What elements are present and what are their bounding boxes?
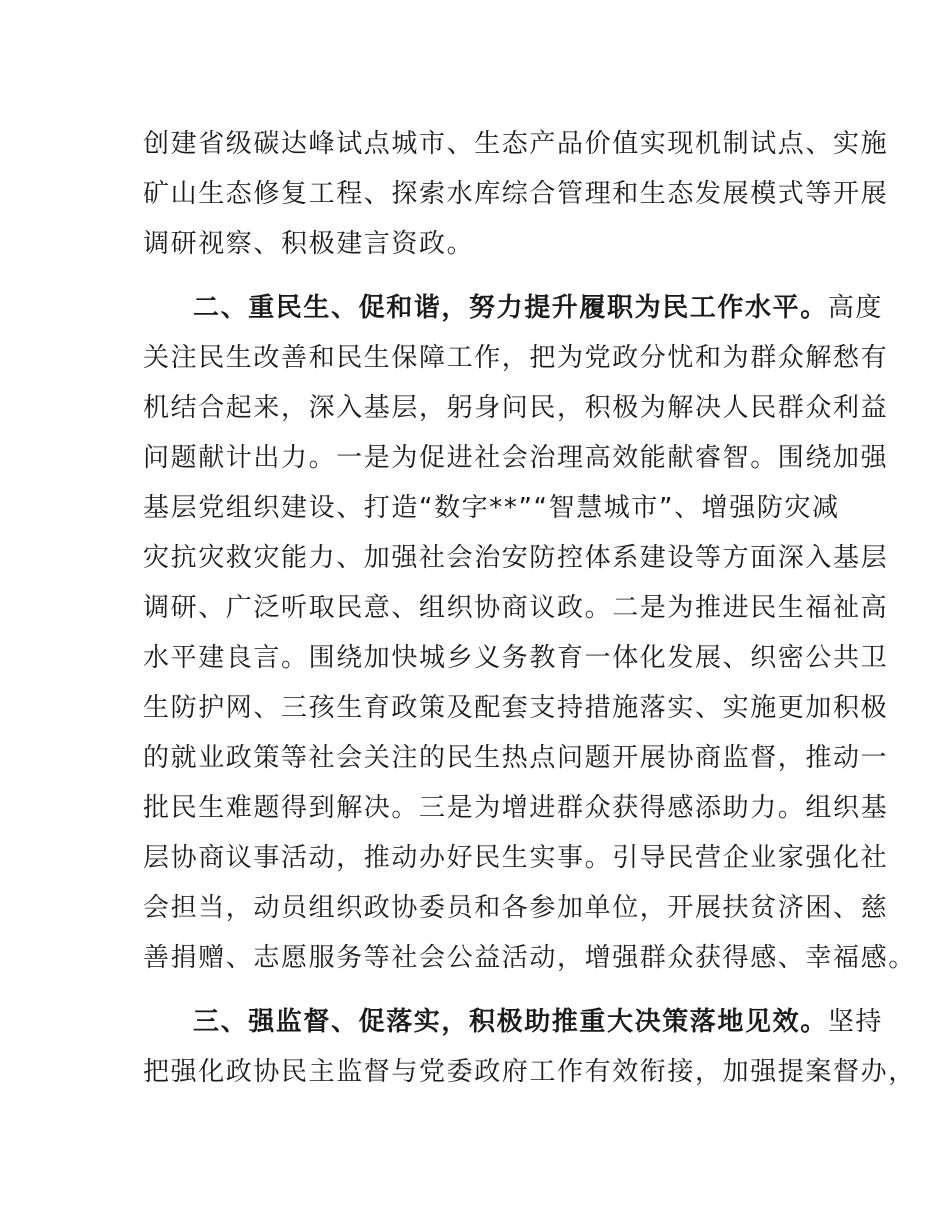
paragraph-3-first-line-rest: 坚持 <box>827 1007 884 1037</box>
paragraph-2-line-6: 灾抗灾救灾能力、加强社会治安防控体系建设等方面深入基层 <box>143 543 889 573</box>
section-2-heading: 二、重民生、促和谐，努力提升履职为民工作水平。 <box>193 293 828 323</box>
paragraph-1-line-1: 创建省级碳达峰试点城市、生态产品价值实现机制试点、实施 <box>143 129 889 159</box>
paragraph-2-line-5: 基层党组织建设、打造“数字**”“智慧城市”、增强防灾减 <box>143 493 840 523</box>
paragraph-2-line-14: 善捐赠、志愿服务等社会公益活动，增强群众获得感、幸福感。 <box>143 943 916 973</box>
paragraph-2-line-11: 批民生难题得到解决。三是为增进群众获得感添助力。组织基 <box>143 793 889 823</box>
paragraph-2-line-8: 水平建良言。围绕加快城乡义务教育一体化发展、织密公共卫 <box>143 643 889 673</box>
paragraph-2-line-12: 层协商议事活动，推动办好民生实事。引导民营企业家强化社 <box>143 843 889 873</box>
paragraph-3-first-line <box>193 1006 883 1038</box>
paragraph-2-line-3: 机结合起来，深入基层，躬身问民，积极为解决人民群众利益 <box>143 393 889 423</box>
paragraph-2-line-2: 关注民生改善和民生保障工作，把为党政分忧和为群众解愁有 <box>143 343 889 373</box>
paragraph-2-first-line <box>193 292 883 324</box>
paragraph-2-first-line-rest: 高度 <box>827 293 884 323</box>
paragraph-2-line-10: 的就业政策等社会关注的民生热点问题开展协商监督，推动一 <box>143 743 889 773</box>
paragraph-3-line-2: 把强化政协民主监督与党委政府工作有效衔接，加强提案督办， <box>143 1057 916 1087</box>
paragraph-2-line-7: 调研、广泛听取民意、组织协商议政。二是为推进民生福祉高 <box>143 593 889 623</box>
paragraph-2-line-4: 问题献计出力。一是为促进社会治理高效能献睿智。围绕加强 <box>143 443 889 473</box>
paragraph-2-line-13: 会担当，动员组织政协委员和各参加单位，开展扶贫济困、慈 <box>143 893 889 923</box>
paragraph-1-line-3: 调研视察、积极建言资政。 <box>143 229 475 259</box>
section-3-heading: 三、强监督、促落实，积极助推重大决策落地见效。 <box>193 1007 828 1037</box>
paragraph-1-line-2: 矿山生态修复工程、探索水库综合管理和生态发展模式等开展 <box>143 179 889 209</box>
paragraph-2-line-9: 生防护网、三孩生育政策及配套支持措施落实、实施更加积极 <box>143 693 889 723</box>
